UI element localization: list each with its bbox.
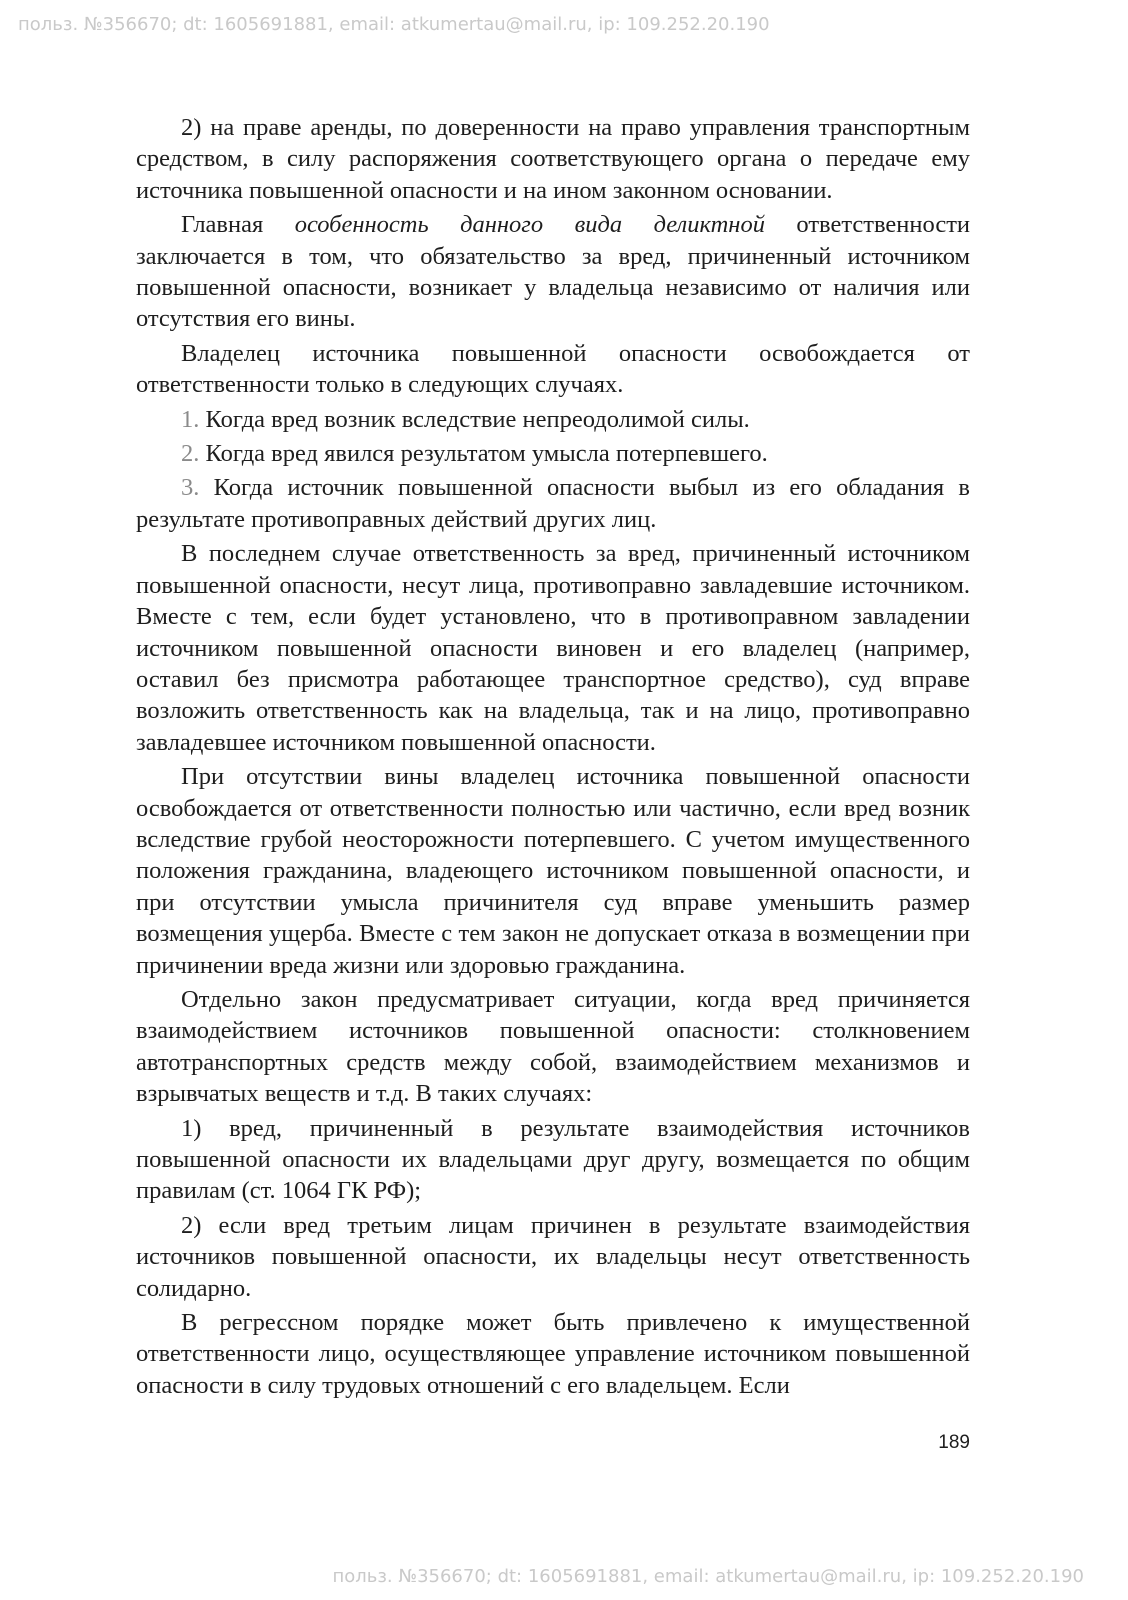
watermark-bottom: польз. №356670; dt: 1605691881, email: atkumertau@mail.ru, ip: 109.252.20.190	[332, 1566, 1084, 1587]
list-number: 3.	[181, 474, 200, 502]
italic-phrase: особенность данного вида деликтной	[294, 211, 765, 239]
paragraph: Владелец источника повышенной опасности освобождается от ответственности только в следующих случаях.	[136, 339, 970, 399]
list-text: Когда вред явился результатом умысла потерпевшего.	[199, 440, 768, 468]
paragraph	[136, 209, 970, 335]
paragraph: В регрессном порядке может быть привлечено к имущественной ответственности лицо, осуществляющее управление источником повышенной опасности в силу трудовых отношений с его владельцем. Если	[136, 1309, 970, 1399]
paragraph: Отдельно закон предусматривает ситуации, когда вред причиняется взаимодействием источников повышенной опасности: столкновением автотранспортных средств между собой, взаимодействием механизмов и взрывчатых веществ и т.д. В таких случаях:	[136, 985, 970, 1108]
list-item	[136, 472, 970, 535]
list-item	[136, 404, 970, 435]
body-text	[136, 112, 970, 1404]
watermark-top: польз. №356670; dt: 1605691881, email: atkumertau@mail.ru, ip: 109.252.20.190	[18, 14, 770, 35]
list-item	[136, 438, 970, 469]
text-run: Главная	[181, 211, 295, 239]
list-text: Когда источник повышенной опасности выбыл из его обладания в результате противоправных действий других лиц.	[136, 474, 970, 533]
paragraph: При отсутствии вины владелец источника повышенной опасности освобождается от ответственности полностью или частично, если вред возник вследствие грубой неосторожности потерпевшего. С учетом имущественного положения гражданина, владеющего источником повышенной опасности, и при отсутствии умысла причинителя суд вправе уменьшить размер возмещения ущерба. Вместе с тем закон не допускает отказа в возмещении при причинении вреда жизни или здоровью гражданина.	[136, 763, 970, 979]
page-number: 189	[938, 1432, 970, 1453]
list-number: 1.	[181, 405, 200, 433]
list-number: 2.	[181, 440, 200, 468]
paragraph: В последнем случае ответственность за вред, причиненный источником повышенной опасности, несут лица, противоправно завладевшие источником. Вместе с тем, если будет установлено, что в противоправном завладении источником повышенной опасности виновен и его владелец (например, оставил без присмотра работающее транспортное средство), суд вправе возложить ответственность как на владельца, так и на лицо, противоправно завладевшее источником повышенной опасности.	[136, 540, 970, 756]
text-run: ответственности заключается в том, что обязательство за вред, причиненный источником повышенной опасности, возникает у владельца независимо от наличия или отсутствия его вины.	[136, 211, 971, 333]
paragraph: 1) вред, причиненный в результате взаимодействия источников повышенной опасности их владельцами друг другу, возмещается по общим правилам (ст. 1064 ГК РФ);	[136, 1114, 970, 1205]
paragraph: 2) на праве аренды, по доверенности на право управления транспортным средством, в силу распоряжения соответствующего органа о передаче ему источника повышенной опасности и на ином законном основании.	[136, 114, 970, 204]
list-text: Когда вред возник вследствие непреодолимой силы.	[199, 405, 750, 433]
paragraph: 2) если вред третьим лицам причинен в результате взаимодействия источников повышенной опасности, их владельцы несут ответственность солидарно.	[136, 1211, 970, 1302]
